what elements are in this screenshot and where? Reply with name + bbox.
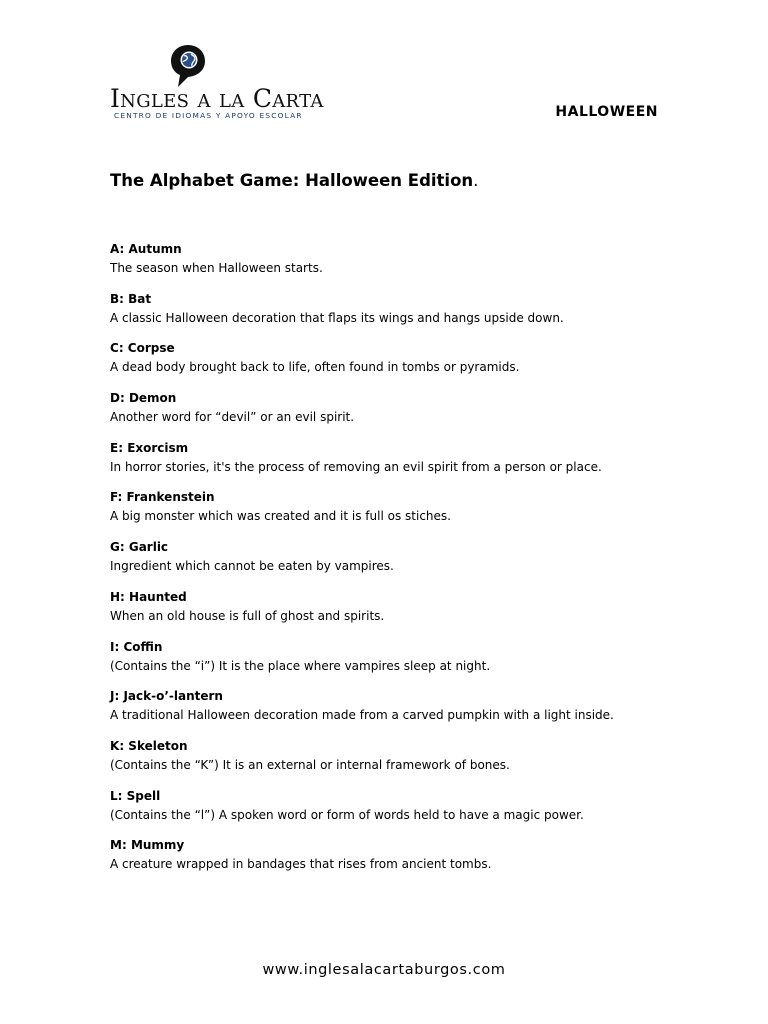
entry-word: Garlic xyxy=(128,540,169,555)
logo-name: Ingles a la Carta xyxy=(110,84,324,113)
entry-term: B: Bat xyxy=(110,291,152,306)
footer-url: www.inglesalacartaburgos.com xyxy=(262,962,506,978)
entry-letter: G xyxy=(110,540,120,555)
entry-letter: F xyxy=(110,490,118,505)
entry-definition: The season when Halloween starts. xyxy=(110,261,323,275)
alphabet-list xyxy=(110,240,710,886)
entry-definition: A creature wrapped in bandages that rises from ancient tombs. xyxy=(110,857,492,872)
speech-bubble-globe-icon xyxy=(170,44,206,88)
entry-definition: A traditional Halloween decoration made from a carved pumpkin with a light inside. xyxy=(110,708,614,723)
alphabet-entry xyxy=(110,389,710,439)
entry-term: I: Coffin xyxy=(110,639,163,654)
document-title xyxy=(110,171,478,190)
logo-subtitle: CENTRO DE IDIOMAS Y APOYO ESCOLAR xyxy=(114,111,303,120)
entry-letter: C xyxy=(110,341,119,356)
alphabet-entry xyxy=(110,339,710,389)
entry-word: Bat xyxy=(128,291,152,306)
alphabet-entry xyxy=(110,687,710,737)
entry-definition: A big monster which was created and it is full os stiches. xyxy=(110,509,451,524)
entry-letter: B xyxy=(110,291,120,306)
entry-letter: E xyxy=(110,440,119,455)
entry-term: H: Haunted xyxy=(110,589,187,604)
entry-definition: (Contains the “i”) It is the place where vampires sleep at night. xyxy=(110,658,491,673)
entry-definition: Another word for “devil” or an evil spirit. xyxy=(110,410,355,425)
alphabet-entry xyxy=(110,737,710,787)
entry-term: G: Garlic xyxy=(110,540,169,555)
alphabet-entry xyxy=(110,588,710,638)
entry-letter: I xyxy=(110,639,115,654)
entry-word: Mummy xyxy=(130,838,185,853)
entry-term: D: Demon xyxy=(110,391,177,406)
entry-term: E: Exorcism xyxy=(110,440,189,455)
entry-term: K: Skeleton xyxy=(110,738,188,753)
alphabet-entry xyxy=(110,488,710,538)
entry-word: Corpse xyxy=(127,341,175,356)
title-text: The Alphabet Game: Halloween Edition xyxy=(110,171,474,190)
entry-letter: D xyxy=(110,391,120,406)
alphabet-entry xyxy=(110,787,710,837)
alphabet-entry xyxy=(110,290,710,340)
entry-word: Frankenstein xyxy=(126,490,215,505)
entry-letter: H xyxy=(110,589,121,604)
entry-word: Autumn xyxy=(128,242,182,256)
entry-word: Exorcism xyxy=(127,440,189,455)
alphabet-entry xyxy=(110,836,710,886)
entry-term: L: Spell xyxy=(110,788,161,803)
entry-definition: (Contains the “K”) It is an external or internal framework of bones. xyxy=(110,757,510,772)
entry-word: Haunted xyxy=(129,589,187,604)
entry-definition: When an old house is full of ghost and spirits. xyxy=(110,608,385,623)
entry-word: Spell xyxy=(126,788,161,803)
entry-letter: K xyxy=(110,738,120,753)
alphabet-entry xyxy=(110,240,710,290)
alphabet-entry xyxy=(110,538,710,588)
company-logo xyxy=(108,44,332,122)
entry-definition: A dead body brought back to life, often found in tombs or pyramids. xyxy=(110,360,520,375)
entry-term: F: Frankenstein xyxy=(110,490,215,505)
entry-definition: (Contains the “l”) A spoken word or form of words held to have a magic power. xyxy=(110,807,584,822)
header-title: HALLOWEEN xyxy=(555,104,658,120)
entry-definition: A classic Halloween decoration that flaps its wings and hangs upside down. xyxy=(110,310,564,325)
entry-word: Skeleton xyxy=(128,738,188,753)
entry-letter: M xyxy=(110,838,122,853)
entry-term: A: Autumn xyxy=(110,242,182,256)
title-period: . xyxy=(473,171,479,190)
entry-letter: L xyxy=(110,788,118,803)
alphabet-entry xyxy=(110,439,710,489)
entry-term: M: Mummy xyxy=(110,838,185,853)
entry-word: Coffin xyxy=(123,639,163,654)
entry-definition: Ingredient which cannot be eaten by vampires. xyxy=(110,559,394,574)
entry-letter: J xyxy=(110,689,115,704)
entry-letter: A xyxy=(110,242,120,256)
entry-word: Demon xyxy=(128,391,177,406)
entry-term: J: Jack-o’-lantern xyxy=(110,689,223,704)
entry-term: C: Corpse xyxy=(110,341,175,356)
entry-definition: In horror stories, it's the process of removing an evil spirit from a person or place. xyxy=(110,459,602,474)
entry-word: Jack-o’-lantern xyxy=(123,689,223,704)
alphabet-entry xyxy=(110,638,710,688)
